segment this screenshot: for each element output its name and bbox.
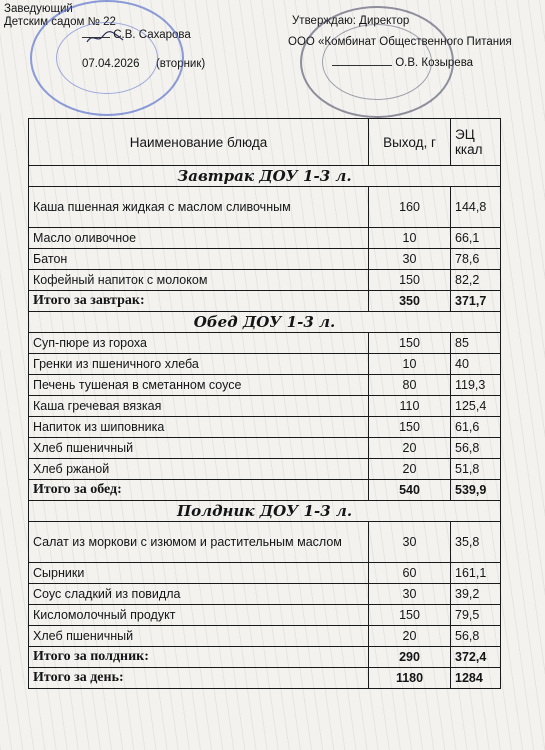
day-total-kcal: 1284 bbox=[451, 668, 501, 689]
dish-name: Гренки из пшеничного хлеба bbox=[29, 354, 369, 375]
section-total-weight: 350 bbox=[369, 291, 451, 312]
dish-name: Каша гречевая вязкая bbox=[29, 396, 369, 417]
dish-row bbox=[29, 563, 501, 584]
day-total-label: Итого за день: bbox=[29, 668, 369, 689]
dish-weight: 110 bbox=[369, 396, 451, 417]
menu-table bbox=[28, 118, 501, 689]
meal-section-header bbox=[29, 166, 501, 187]
section-total-label: Итого за завтрак: bbox=[29, 291, 369, 312]
dish-name: Хлеб пшеничный bbox=[29, 438, 369, 459]
dish-name: Масло оливочное bbox=[29, 228, 369, 249]
day-total-row bbox=[29, 668, 501, 689]
dish-row bbox=[29, 375, 501, 396]
dish-row bbox=[29, 459, 501, 480]
section-total-label: Итого за полдник: bbox=[29, 647, 369, 668]
section-total-row bbox=[29, 480, 501, 501]
dish-name: Напиток из шиповника bbox=[29, 417, 369, 438]
meal-section-header bbox=[29, 501, 501, 522]
dish-row bbox=[29, 333, 501, 354]
section-total-kcal: 539,9 bbox=[451, 480, 501, 501]
dish-row bbox=[29, 605, 501, 626]
dish-kcal: 119,3 bbox=[451, 375, 501, 396]
dish-row bbox=[29, 396, 501, 417]
dish-kcal: 56,8 bbox=[451, 438, 501, 459]
dish-name: Хлеб пшеничный bbox=[29, 626, 369, 647]
menu-date: 07.04.2026 bbox=[82, 58, 140, 70]
dish-kcal: 79,5 bbox=[451, 605, 501, 626]
meal-section-title: Завтрак ДОУ 1-3 л. bbox=[29, 166, 501, 187]
dish-weight: 10 bbox=[369, 354, 451, 375]
dish-kcal: 66,1 bbox=[451, 228, 501, 249]
catering-organization: ООО «Комбинат Общественного Питания bbox=[288, 36, 512, 48]
dish-kcal: 35,8 bbox=[451, 522, 501, 563]
dish-row bbox=[29, 522, 501, 563]
dish-kcal: 40 bbox=[451, 354, 501, 375]
dish-weight: 60 bbox=[369, 563, 451, 584]
menu-weekday: (вторник) bbox=[155, 58, 206, 70]
director-signer: О.В. Козырева bbox=[395, 57, 474, 69]
dish-weight: 160 bbox=[369, 187, 451, 228]
dish-name: Салат из моркови с изюмом и растительным маслом bbox=[29, 522, 369, 563]
dish-weight: 80 bbox=[369, 375, 451, 396]
section-total-weight: 290 bbox=[369, 647, 451, 668]
column-header-dish: Наименование блюда bbox=[29, 119, 369, 166]
signature-line bbox=[332, 65, 392, 66]
right-approval-block bbox=[288, 15, 512, 70]
dish-row bbox=[29, 228, 501, 249]
column-header-weight: Выход, г bbox=[369, 119, 451, 166]
head-signer: С.В. Сахарова bbox=[113, 29, 191, 41]
dish-name: Батон bbox=[29, 249, 369, 270]
section-total-label: Итого за обед: bbox=[29, 480, 369, 501]
dish-kcal: 125,4 bbox=[451, 396, 501, 417]
meal-section-title: Обед ДОУ 1-3 л. bbox=[29, 312, 501, 333]
head-organization: Детским садом № 22 bbox=[4, 16, 116, 28]
dish-row bbox=[29, 354, 501, 375]
dish-name: Кисломолочный продукт bbox=[29, 605, 369, 626]
dish-row bbox=[29, 438, 501, 459]
dish-kcal: 144,8 bbox=[451, 187, 501, 228]
meal-section-title: Полдник ДОУ 1-3 л. bbox=[29, 501, 501, 522]
dish-kcal: 161,1 bbox=[451, 563, 501, 584]
dish-weight: 20 bbox=[369, 459, 451, 480]
dish-name: Каша пшенная жидкая с маслом сливочным bbox=[29, 187, 369, 228]
dish-kcal: 61,6 bbox=[451, 417, 501, 438]
dish-row bbox=[29, 626, 501, 647]
dish-kcal: 78,6 bbox=[451, 249, 501, 270]
dish-row bbox=[29, 417, 501, 438]
dish-name: Кофейный напиток с молоком bbox=[29, 270, 369, 291]
dish-weight: 20 bbox=[369, 626, 451, 647]
dish-row bbox=[29, 270, 501, 291]
section-total-kcal: 372,4 bbox=[451, 647, 501, 668]
dish-name: Суп-пюре из гороха bbox=[29, 333, 369, 354]
dish-weight: 150 bbox=[369, 270, 451, 291]
dish-kcal: 51,8 bbox=[451, 459, 501, 480]
meal-section-header bbox=[29, 312, 501, 333]
director-signer-line bbox=[292, 57, 512, 70]
dish-kcal: 82,2 bbox=[451, 270, 501, 291]
dish-weight: 30 bbox=[369, 522, 451, 563]
section-total-row bbox=[29, 647, 501, 668]
dish-weight: 150 bbox=[369, 417, 451, 438]
day-total-weight: 1180 bbox=[369, 668, 451, 689]
dish-weight: 20 bbox=[369, 438, 451, 459]
dish-weight: 30 bbox=[369, 584, 451, 605]
table-header-row bbox=[29, 119, 501, 166]
dish-kcal: 39,2 bbox=[451, 584, 501, 605]
dish-name: Соус сладкий из повидла bbox=[29, 584, 369, 605]
handwritten-signature-left bbox=[85, 30, 125, 46]
menu-date-line bbox=[4, 58, 205, 71]
column-header-kcal: ЭЦ ккал bbox=[451, 119, 501, 166]
section-total-row bbox=[29, 291, 501, 312]
dish-name: Сырники bbox=[29, 563, 369, 584]
dish-kcal: 85 bbox=[451, 333, 501, 354]
dish-kcal: 56,8 bbox=[451, 626, 501, 647]
head-position: Заведующий bbox=[4, 3, 73, 15]
dish-name: Печень тушеная в сметанном соусе bbox=[29, 375, 369, 396]
dish-row bbox=[29, 187, 501, 228]
dish-weight: 10 bbox=[369, 228, 451, 249]
section-total-weight: 540 bbox=[369, 480, 451, 501]
dish-row bbox=[29, 249, 501, 270]
dish-row bbox=[29, 584, 501, 605]
dish-weight: 30 bbox=[369, 249, 451, 270]
dish-name: Хлеб ржаной bbox=[29, 459, 369, 480]
dish-weight: 150 bbox=[369, 605, 451, 626]
director-title: Утверждаю: Директор bbox=[292, 15, 410, 27]
section-total-kcal: 371,7 bbox=[451, 291, 501, 312]
dish-weight: 150 bbox=[369, 333, 451, 354]
